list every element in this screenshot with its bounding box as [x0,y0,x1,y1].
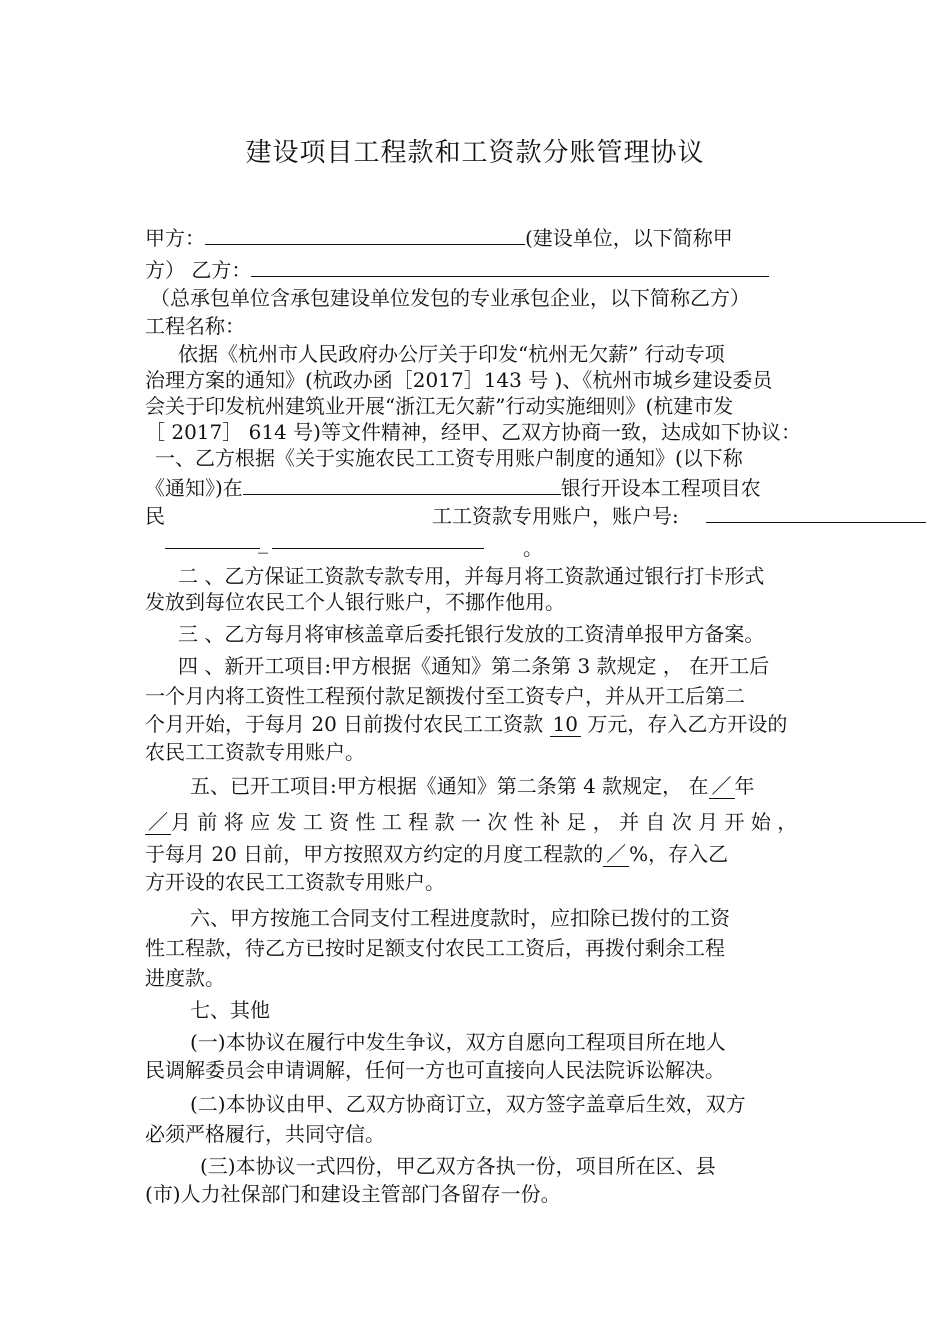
clause1-line-3-text: 工工资款专用账户，账户号: [432,504,679,528]
clause1-line-2 [145,472,761,502]
party-a-line [145,222,733,252]
party-a-end: 方） [145,258,185,282]
clause2-line-1: 二 、乙方保证工资款专款专用，并每月将工资款通过银行打卡形式 [178,564,765,588]
clause2-line-2: 发放到每位农民工个人银行账户，不挪作他用。 [145,590,565,614]
clause5-percent-prefix: 于每月 20 日前，甲方按照双方约定的月度工程款的 [145,842,604,866]
intro-line-2: 治理方案的通知》(杭政办函［2017］143 号 )、《杭州市城乡建设委员 [145,368,773,392]
month-field[interactable]: ／ [145,810,171,835]
clause1-period: 。 [523,536,543,560]
project-name-label: 工程名称： [145,314,245,338]
clause4-line-3 [145,710,787,738]
clause7-item2-line2: 必须严格履行，共同守信。 [145,1122,385,1146]
clause5-line-2 [145,808,797,836]
party-a-label: 甲方： [145,226,205,250]
clause7-item2-line1: (二)本协议由甲、乙双方协商订立，双方签字盖章后生效，双方 [190,1092,746,1116]
clause6-line-3: 进度款。 [145,966,225,990]
party-b-blank[interactable] [251,254,769,277]
clause5-year-prefix: 五、已开工项目:甲方根据《通知》第二条第 4 款规定， 在 [190,774,709,798]
intro-line-3: 会关于印发杭州建筑业开展“浙江无欠薪”行动实施细则》(杭建市发 [145,394,734,418]
account-number-blank-3[interactable] [272,548,484,549]
clause5-line-4: 方开设的农民工工资款专用账户。 [145,870,445,894]
clause4-amount-prefix: 个月开始，于每月 20 日前拨付农民工工资款 [145,712,550,736]
party-b-line [145,254,769,284]
clause4-amount-suffix: 万元，存入乙方开设的 [580,712,788,736]
clause5-percent-suffix: %，存入乙 [629,842,729,866]
party-b-label: 乙方： [191,258,252,282]
intro-line-4: ［ 2017］ 614 号)等文件精神，经甲、乙双方协商一致，达成如下协议： [145,420,801,444]
party-b-description: （总承包单位含承包建设单位发包的专业承包企业，以下简称乙方） [150,286,750,310]
clause4-line-1: 四 、新开工项目:甲方根据《通知》第二条第 3 款规定 ， 在开工后 [178,654,770,678]
clause5-line-3 [145,840,728,868]
bank-name-blank[interactable] [243,472,561,495]
percent-field[interactable]: ／ [603,842,629,867]
account-number-blank[interactable] [706,522,926,523]
clause7-item3-line1: (三)本协议一式四份，甲乙双方各执一份，项目所在区、县 [200,1154,716,1178]
party-a-blank[interactable] [205,222,525,245]
clause1-line-3-prefix: 民 [145,504,165,528]
clause5-month-suffix: 月 前 将 应 发 工 资 性 工 程 款 一 次 性 补 足 ， 并 自 次 月 开 始 ， [171,810,798,834]
clause6-line-2: 性工程款，待乙方已按时足额支付农民工工资后，再拨付剩余工程 [145,936,725,960]
party-a-suffix: (建设单位，以下简称甲 [525,226,733,250]
monthly-wage-amount[interactable]: 10 [550,712,581,737]
clause5-year-suffix: 年 [734,774,755,798]
clause6-line-1: 六、甲方按施工合同支付工程进度款时，应扣除已拨付的工资 [190,906,730,930]
clause7-item3-line2: (市)人力社保部门和建设主管部门各留存一份。 [145,1182,561,1206]
clause3-line: 三 、乙方每月将审核盖章后委托银行发放的工资清单报甲方备案。 [178,622,765,646]
clause1-bank-prefix: 《通知》)在 [145,476,243,500]
document-title: 建设项目工程款和工资款分账管理协议 [245,138,705,168]
clause4-line-4: 农民工工资款专用账户。 [145,740,365,764]
clause4-line-2: 一个月内将工资性工程预付款足额拨付至工资专户，并从开工后第二 [145,684,745,708]
intro-line-1: 依据《杭州市人民政府办公厅关于印发“杭州无欠薪” 行动专项 [178,342,725,366]
clause7-item1-line1: (一)本协议在履行中发生争议，双方自愿向工程项目所在地人 [190,1030,726,1054]
clause7-item1-line2: 民调解委员会申请调解，任何一方也可直接向人民法院诉讼解决。 [145,1058,725,1082]
clause5-line-1 [190,772,755,800]
clause1-bank-suffix: 银行开设本工程项目农 [560,476,761,500]
account-number-dash: _ [258,530,268,554]
year-field[interactable]: ／ [709,774,735,799]
clause1-line-1: 一、乙方根据《关于实施农民工工资专用账户制度的通知》(以下称 [155,446,743,470]
account-number-blank-2[interactable] [165,548,260,549]
clause7-title: 七、其他 [190,998,270,1022]
